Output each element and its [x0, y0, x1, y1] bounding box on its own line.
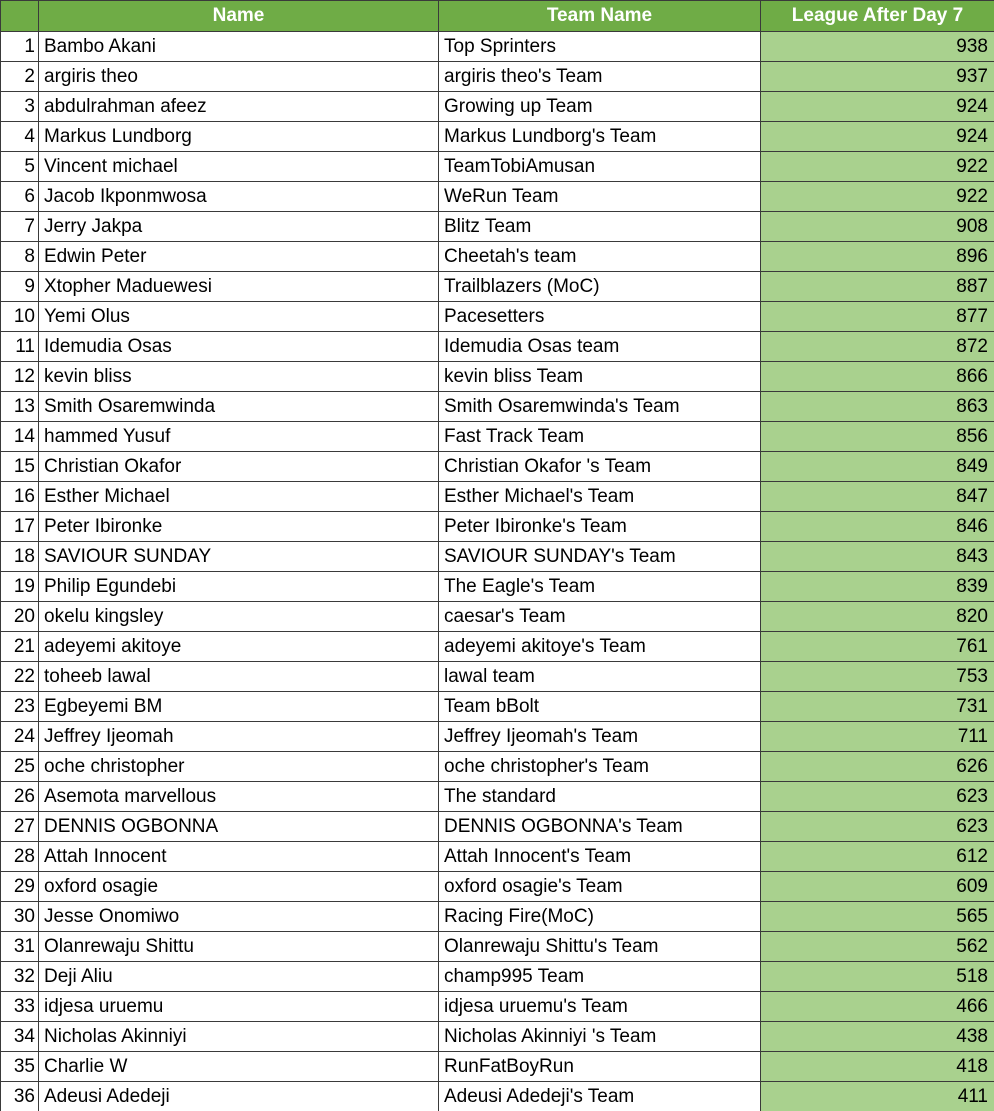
cell-team-name[interactable]: Smith Osaremwinda's Team [439, 392, 761, 422]
table-row [1, 602, 994, 632]
cell-team-name[interactable]: Jeffrey Ijeomah's Team [439, 722, 761, 752]
row-number[interactable]: 2 [1, 62, 39, 92]
table-row [1, 842, 994, 872]
table-row [1, 572, 994, 602]
table-row [1, 482, 994, 512]
cell-team-name[interactable]: Adeusi Adedeji's Team [439, 1082, 761, 1111]
row-number[interactable]: 19 [1, 572, 39, 602]
cell-name[interactable]: Olanrewaju Shittu [39, 932, 439, 962]
cell-team-name[interactable]: Nicholas Akinniyi 's Team [439, 1022, 761, 1052]
cell-score[interactable]: 866 [761, 362, 994, 392]
cell-team-name[interactable]: argiris theo's Team [439, 62, 761, 92]
row-number[interactable]: 23 [1, 692, 39, 722]
cell-team-name[interactable]: Peter Ibironke's Team [439, 512, 761, 542]
cell-score[interactable]: 863 [761, 392, 994, 422]
row-number[interactable]: 26 [1, 782, 39, 812]
cell-team-name[interactable]: Trailblazers (MoC) [439, 272, 761, 302]
table-row [1, 272, 994, 302]
row-number[interactable]: 12 [1, 362, 39, 392]
cell-name[interactable]: kevin bliss [39, 362, 439, 392]
table-row [1, 62, 994, 92]
header-team-name[interactable]: Team Name [439, 1, 761, 32]
table-row [1, 992, 994, 1022]
cell-name[interactable]: oxford osagie [39, 872, 439, 902]
cell-score[interactable]: 887 [761, 272, 994, 302]
cell-name[interactable]: adeyemi akitoye [39, 632, 439, 662]
cell-team-name[interactable]: Esther Michael's Team [439, 482, 761, 512]
cell-team-name[interactable]: Attah Innocent's Team [439, 842, 761, 872]
cell-score[interactable]: 438 [761, 1022, 994, 1052]
cell-score[interactable]: 877 [761, 302, 994, 332]
row-number[interactable]: 8 [1, 242, 39, 272]
cell-name[interactable]: Nicholas Akinniyi [39, 1022, 439, 1052]
cell-name[interactable]: Peter Ibironke [39, 512, 439, 542]
table-row [1, 32, 994, 62]
cell-name[interactable]: Adeusi Adedeji [39, 1082, 439, 1111]
row-number[interactable]: 10 [1, 302, 39, 332]
cell-score[interactable]: 908 [761, 212, 994, 242]
cell-score[interactable]: 843 [761, 542, 994, 572]
cell-name[interactable]: Jeffrey Ijeomah [39, 722, 439, 752]
cell-name[interactable]: Christian Okafor [39, 452, 439, 482]
cell-name[interactable]: hammed Yusuf [39, 422, 439, 452]
table-row [1, 782, 994, 812]
table-row [1, 632, 994, 662]
cell-team-name[interactable]: RunFatBoyRun [439, 1052, 761, 1082]
cell-name[interactable]: idjesa uruemu [39, 992, 439, 1022]
cell-team-name[interactable]: champ995 Team [439, 962, 761, 992]
cell-team-name[interactable]: kevin bliss Team [439, 362, 761, 392]
row-number[interactable]: 25 [1, 752, 39, 782]
row-number[interactable]: 27 [1, 812, 39, 842]
cell-team-name[interactable]: SAVIOUR SUNDAY's Team [439, 542, 761, 572]
cell-score[interactable]: 922 [761, 182, 994, 212]
row-number[interactable]: 20 [1, 602, 39, 632]
cell-score[interactable]: 847 [761, 482, 994, 512]
table-row [1, 512, 994, 542]
table-row [1, 902, 994, 932]
cell-team-name[interactable]: Team bBolt [439, 692, 761, 722]
table-row [1, 302, 994, 332]
cell-score[interactable]: 565 [761, 902, 994, 932]
table-row [1, 812, 994, 842]
cell-score[interactable]: 612 [761, 842, 994, 872]
table-row [1, 122, 994, 152]
cell-name[interactable]: Markus Lundborg [39, 122, 439, 152]
cell-score[interactable]: 846 [761, 512, 994, 542]
cell-name[interactable]: oche christopher [39, 752, 439, 782]
cell-team-name[interactable]: idjesa uruemu's Team [439, 992, 761, 1022]
row-number[interactable]: 7 [1, 212, 39, 242]
row-number[interactable]: 24 [1, 722, 39, 752]
table-row [1, 92, 994, 122]
cell-team-name[interactable]: Top Sprinters [439, 32, 761, 62]
row-number[interactable]: 3 [1, 92, 39, 122]
cell-name[interactable]: abdulrahman afeez [39, 92, 439, 122]
cell-score[interactable]: 937 [761, 62, 994, 92]
cell-score[interactable]: 753 [761, 662, 994, 692]
cell-team-name[interactable]: Racing Fire(MoC) [439, 902, 761, 932]
cell-team-name[interactable]: Blitz Team [439, 212, 761, 242]
cell-score[interactable]: 924 [761, 122, 994, 152]
cell-team-name[interactable]: Fast Track Team [439, 422, 761, 452]
cell-score[interactable]: 849 [761, 452, 994, 482]
cell-name[interactable]: Charlie W [39, 1052, 439, 1082]
cell-team-name[interactable]: Idemudia Osas team [439, 332, 761, 362]
cell-name[interactable]: Bambo Akani [39, 32, 439, 62]
row-number[interactable]: 18 [1, 542, 39, 572]
cell-score[interactable]: 626 [761, 752, 994, 782]
cell-name[interactable]: Asemota marvellous [39, 782, 439, 812]
cell-team-name[interactable]: The standard [439, 782, 761, 812]
row-number[interactable]: 9 [1, 272, 39, 302]
row-number[interactable]: 31 [1, 932, 39, 962]
row-number[interactable]: 35 [1, 1052, 39, 1082]
cell-name[interactable]: Edwin Peter [39, 242, 439, 272]
cell-team-name[interactable]: oche christopher's Team [439, 752, 761, 782]
cell-name[interactable]: okelu kingsley [39, 602, 439, 632]
cell-score[interactable]: 922 [761, 152, 994, 182]
row-number[interactable]: 36 [1, 1082, 39, 1111]
row-number[interactable]: 29 [1, 872, 39, 902]
cell-score[interactable]: 562 [761, 932, 994, 962]
cell-team-name[interactable]: The Eagle's Team [439, 572, 761, 602]
row-number[interactable]: 4 [1, 122, 39, 152]
cell-score[interactable]: 761 [761, 632, 994, 662]
cell-score[interactable]: 924 [761, 92, 994, 122]
cell-name[interactable]: Philip Egundebi [39, 572, 439, 602]
cell-score[interactable]: 731 [761, 692, 994, 722]
table-row [1, 212, 994, 242]
row-number[interactable]: 32 [1, 962, 39, 992]
cell-score[interactable]: 711 [761, 722, 994, 752]
cell-score[interactable]: 839 [761, 572, 994, 602]
cell-team-name[interactable]: Growing up Team [439, 92, 761, 122]
table-row [1, 182, 994, 212]
cell-name[interactable]: SAVIOUR SUNDAY [39, 542, 439, 572]
cell-team-name[interactable]: Pacesetters [439, 302, 761, 332]
cell-name[interactable]: Vincent michael [39, 152, 439, 182]
table-row [1, 392, 994, 422]
table-row [1, 662, 994, 692]
row-number[interactable]: 28 [1, 842, 39, 872]
row-number[interactable]: 21 [1, 632, 39, 662]
cell-name[interactable]: argiris theo [39, 62, 439, 92]
row-number[interactable]: 14 [1, 422, 39, 452]
cell-score[interactable]: 856 [761, 422, 994, 452]
cell-name[interactable]: Egbeyemi BM [39, 692, 439, 722]
cell-score[interactable]: 896 [761, 242, 994, 272]
cell-score[interactable]: 411 [761, 1082, 994, 1111]
cell-score[interactable]: 418 [761, 1052, 994, 1082]
header-corner [1, 1, 39, 32]
cell-team-name[interactable]: Christian Okafor 's Team [439, 452, 761, 482]
cell-team-name[interactable]: oxford osagie's Team [439, 872, 761, 902]
row-number[interactable]: 13 [1, 392, 39, 422]
cell-score[interactable]: 518 [761, 962, 994, 992]
cell-score[interactable]: 623 [761, 782, 994, 812]
row-number[interactable]: 33 [1, 992, 39, 1022]
row-number[interactable]: 22 [1, 662, 39, 692]
table-body [1, 32, 994, 1111]
row-number[interactable]: 6 [1, 182, 39, 212]
row-number[interactable]: 34 [1, 1022, 39, 1052]
table-row [1, 722, 994, 752]
header-name[interactable]: Name [39, 1, 439, 32]
cell-name[interactable]: toheeb lawal [39, 662, 439, 692]
table-row [1, 422, 994, 452]
cell-name[interactable]: DENNIS OGBONNA [39, 812, 439, 842]
table-row [1, 242, 994, 272]
cell-score[interactable]: 872 [761, 332, 994, 362]
row-number[interactable]: 11 [1, 332, 39, 362]
row-number[interactable]: 15 [1, 452, 39, 482]
row-number[interactable]: 17 [1, 512, 39, 542]
cell-score[interactable]: 938 [761, 32, 994, 62]
table-row [1, 332, 994, 362]
cell-score[interactable]: 820 [761, 602, 994, 632]
cell-name[interactable]: Attah Innocent [39, 842, 439, 872]
table-row [1, 362, 994, 392]
cell-team-name[interactable]: caesar's Team [439, 602, 761, 632]
cell-name[interactable]: Smith Osaremwinda [39, 392, 439, 422]
row-number[interactable]: 5 [1, 152, 39, 182]
cell-team-name[interactable]: lawal team [439, 662, 761, 692]
cell-score[interactable]: 466 [761, 992, 994, 1022]
table-row [1, 962, 994, 992]
cell-team-name[interactable]: Cheetah's team [439, 242, 761, 272]
cell-name[interactable]: Idemudia Osas [39, 332, 439, 362]
cell-name[interactable]: Jesse Onomiwo [39, 902, 439, 932]
table-row [1, 692, 994, 722]
cell-team-name[interactable]: DENNIS OGBONNA's Team [439, 812, 761, 842]
row-number[interactable]: 16 [1, 482, 39, 512]
table-row [1, 452, 994, 482]
cell-team-name[interactable]: adeyemi akitoye's Team [439, 632, 761, 662]
cell-name[interactable]: Esther Michael [39, 482, 439, 512]
table-row [1, 872, 994, 902]
header-row [1, 1, 994, 32]
cell-score[interactable]: 609 [761, 872, 994, 902]
table-row [1, 542, 994, 572]
cell-name[interactable]: Jerry Jakpa [39, 212, 439, 242]
table-row [1, 932, 994, 962]
table-row [1, 152, 994, 182]
table-row [1, 752, 994, 782]
cell-team-name[interactable]: WeRun Team [439, 182, 761, 212]
row-number[interactable]: 30 [1, 902, 39, 932]
cell-score[interactable]: 623 [761, 812, 994, 842]
cell-team-name[interactable]: Olanrewaju Shittu's Team [439, 932, 761, 962]
cell-name[interactable]: Deji Aliu [39, 962, 439, 992]
cell-name[interactable]: Yemi Olus [39, 302, 439, 332]
cell-team-name[interactable]: Markus Lundborg's Team [439, 122, 761, 152]
table-row [1, 1022, 994, 1052]
table-row [1, 1052, 994, 1082]
cell-name[interactable]: Jacob Ikponmwosa [39, 182, 439, 212]
row-number[interactable]: 1 [1, 32, 39, 62]
cell-team-name[interactable]: TeamTobiAmusan [439, 152, 761, 182]
table-row [1, 1082, 994, 1111]
header-league-after-day-7[interactable]: League After Day 7 [761, 1, 994, 32]
cell-name[interactable]: Xtopher Maduewesi [39, 272, 439, 302]
